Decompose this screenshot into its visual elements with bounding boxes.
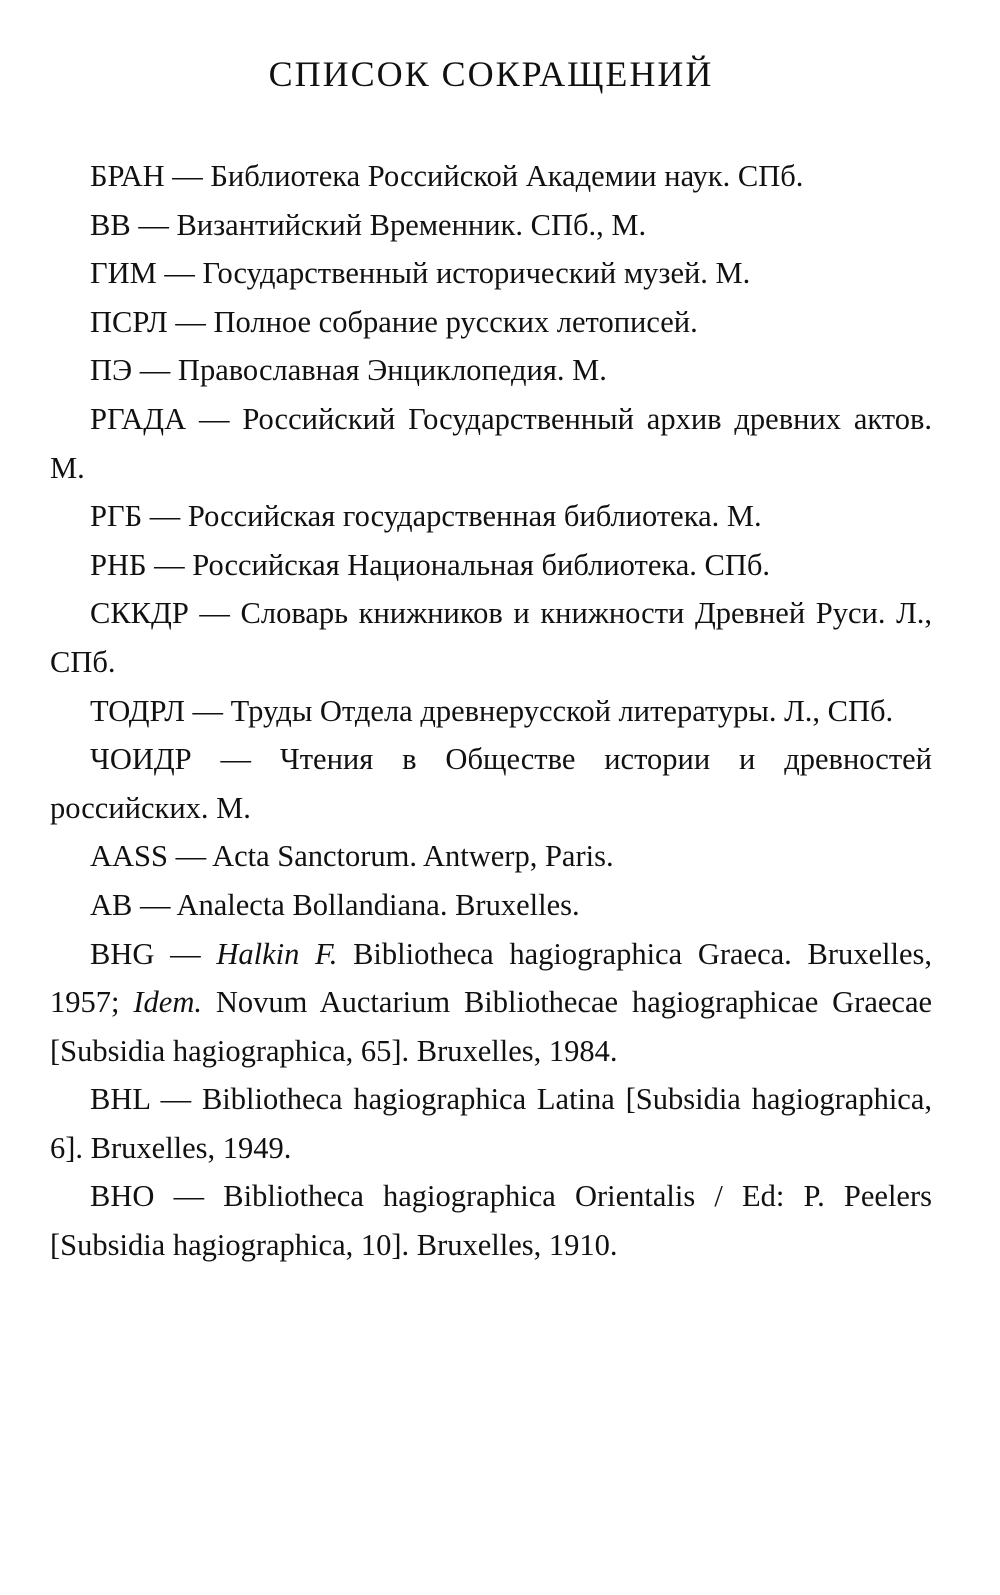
separator: — (167, 304, 214, 339)
abbreviation-entry (50, 249, 932, 298)
separator: — (156, 256, 203, 291)
abbreviation-entry (50, 395, 932, 492)
abbreviation: БРАН (90, 159, 165, 193)
page (50, 44, 932, 1270)
definition: Российский Государственный архив древних актов. М. (50, 401, 932, 485)
separator: — (149, 1082, 202, 1117)
definition: Bibliotheca hagiographica Orientalis / Ed: P. Peelers [Subsidia hagiographica, 10]. Bruxelles, 1910. (50, 1179, 932, 1263)
definition: Российская государственная библиотека. М. (187, 499, 762, 534)
abbreviation-entry (50, 735, 932, 832)
separator: — (186, 401, 243, 436)
abbreviation-entry (50, 589, 932, 686)
abbreviation: СККДР (90, 596, 189, 631)
definition: Analecta Bollandiana. Bruxelles. (176, 887, 580, 922)
definition: Чтения в Обществе истории и древностей российских. М. (50, 742, 933, 825)
abbreviation: ВВ (90, 207, 131, 242)
abbreviation: ПЭ (90, 353, 133, 388)
separator: — (188, 596, 241, 631)
abbreviation: ТОДРЛ (90, 693, 185, 728)
abbreviation-entry (50, 930, 932, 1076)
abbreviation-entry (50, 1172, 932, 1269)
abbreviation-entry (50, 346, 932, 395)
separator: — (164, 159, 211, 193)
abbreviation-entry (50, 1075, 932, 1172)
separator: — (146, 547, 193, 582)
abbreviation-entry (50, 298, 932, 347)
separator: — (130, 207, 177, 242)
abbreviation-list (50, 152, 932, 1270)
separator: — (191, 742, 280, 777)
abbreviation-entry (50, 201, 932, 250)
abbreviation: РГАДА (90, 401, 187, 436)
definition: Российская Национальная библиотека. СПб. (192, 547, 771, 582)
separator: — (167, 839, 213, 874)
abbreviation: BHG (90, 936, 155, 971)
page-title: СПИСОК СОКРАЩЕНИЙ (268, 54, 714, 94)
abbreviation: ЧОИДР (90, 742, 192, 777)
separator: — (154, 936, 217, 971)
abbreviation: ГИМ (90, 256, 157, 291)
abbreviation: BHL (90, 1082, 150, 1117)
abbreviation: AB (90, 887, 133, 922)
definition: Труды Отдела древнерусской литературы. Л., СПб. (230, 693, 894, 728)
abbreviation: BHO (90, 1179, 155, 1214)
abbreviation: ПСРЛ (90, 304, 168, 339)
definition: Византийский Временник. СПб., М. (176, 207, 647, 242)
separator: — (132, 353, 178, 388)
idem-marker: Idem. (133, 985, 202, 1020)
abbreviation-entry (50, 881, 932, 930)
definition: Библиотека Российской Академии наук. СПб. (210, 159, 804, 193)
abbreviation-entry (50, 541, 932, 590)
author-name: Halkin F. (216, 936, 338, 971)
separator: — (154, 1179, 224, 1214)
abbreviation: РНБ (90, 547, 147, 582)
abbreviation-entry (50, 832, 932, 881)
abbreviation-entry (50, 152, 932, 201)
definition: Государственный исторический музей. М. (202, 256, 751, 291)
definition: Acta Sanctorum. Antwerp, Paris. (212, 839, 614, 874)
definition-continued: Novum Auctarium Bibliothecae hagiographicae Graecae [Subsidia hagiographica, 65]. Bruxelles, 1984. (50, 985, 933, 1068)
separator: — (184, 693, 231, 728)
abbreviation-entry (50, 687, 932, 736)
definition: Православная Энциклопедия. М. (177, 353, 607, 388)
definition: Bibliotheca hagiographica Latina [Subsidia hagiographica, 6]. Bruxelles, 1949. (50, 1082, 932, 1165)
abbreviation: РГБ (90, 499, 143, 534)
definition: Словарь книжников и книжности Древней Руси. Л., СПб. (50, 596, 933, 679)
definition: Bibliotheca hagiographica Graeca. Bruxelles, 1957; (50, 936, 932, 1020)
abbreviation-entry (50, 492, 932, 541)
separator: — (142, 499, 188, 534)
definition: Полное собрание русских летописей. (213, 304, 698, 339)
abbreviation: AASS (90, 839, 168, 874)
separator: — (132, 887, 177, 922)
